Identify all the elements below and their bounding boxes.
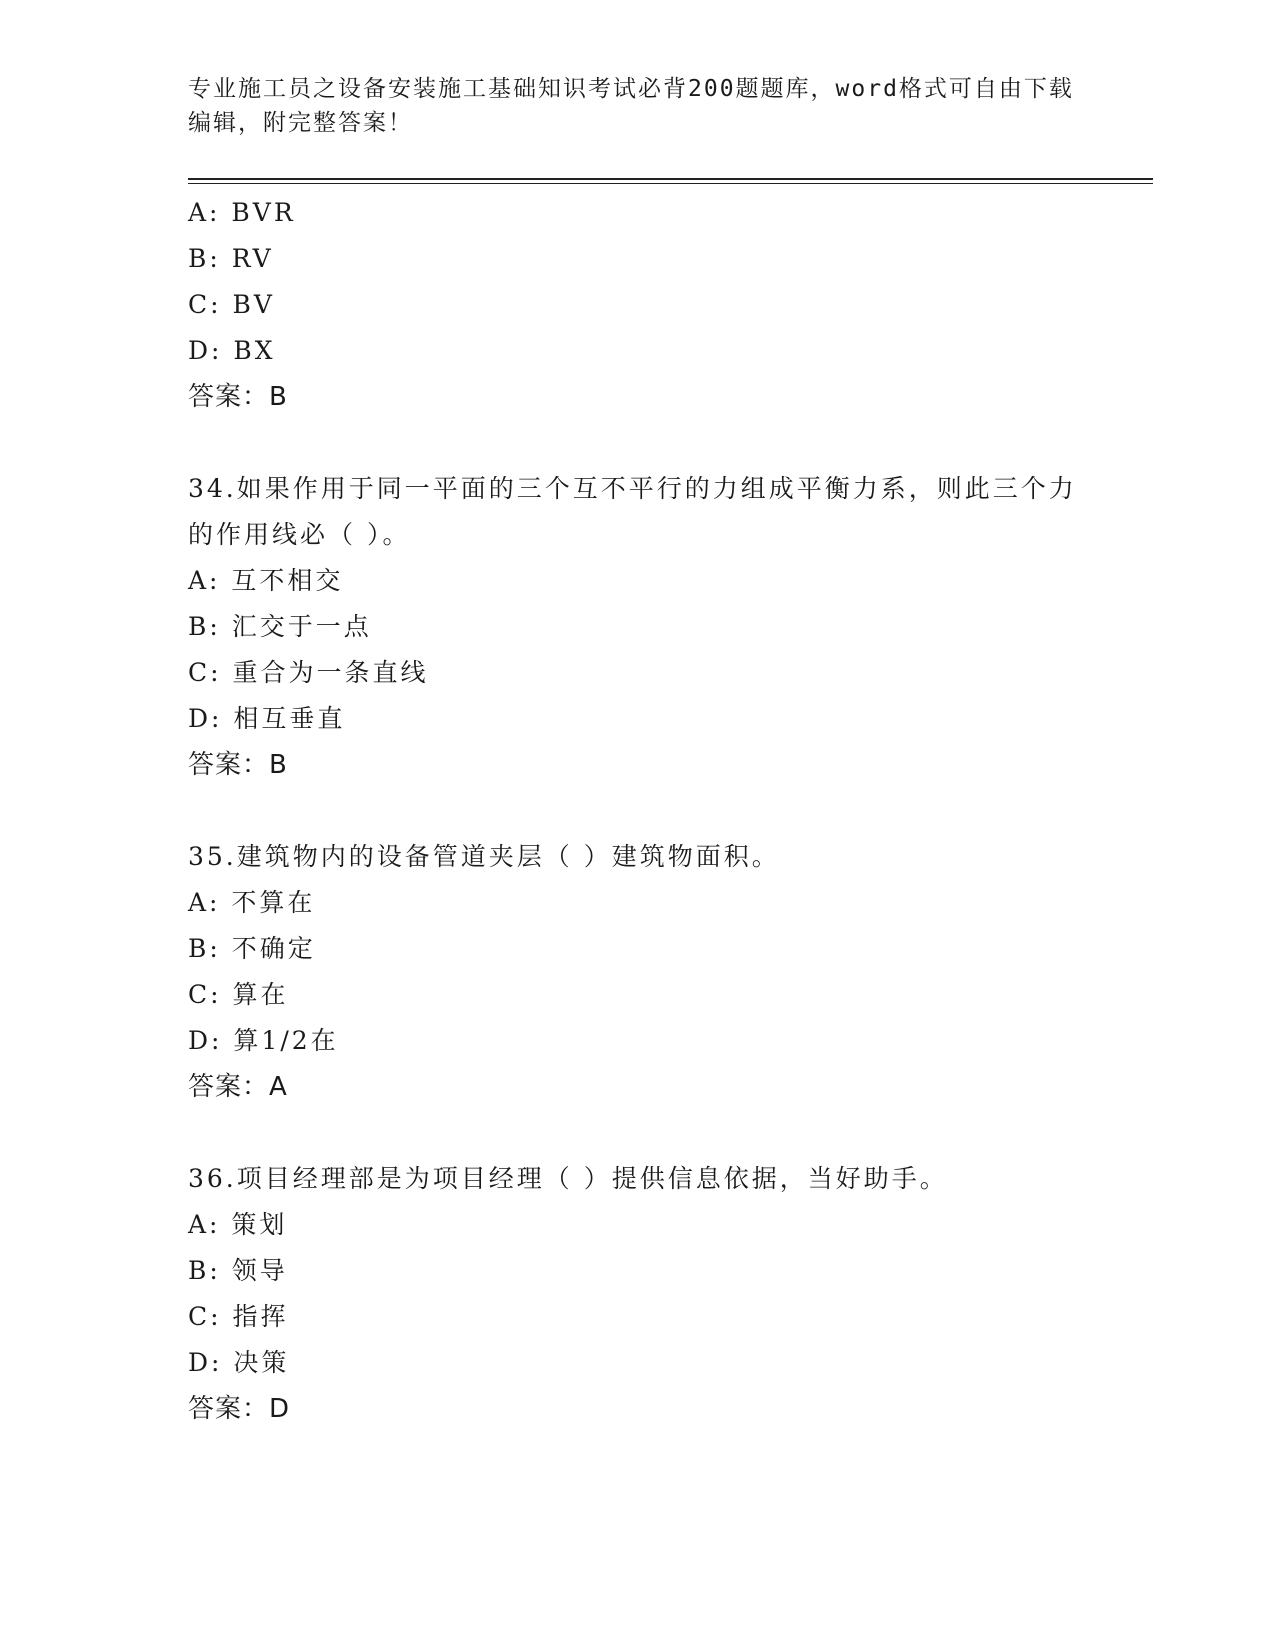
option-a: A: 策划: [188, 1210, 288, 1239]
answer-label: 答案：A: [188, 1072, 288, 1102]
document-header: [188, 72, 1088, 140]
option-d: D: 决策: [188, 1348, 290, 1377]
header-divider-thin: [188, 183, 1153, 184]
answer-label: 答案：B: [188, 382, 288, 412]
spacer: [188, 1110, 1088, 1156]
answer-label: 答案：D: [188, 1394, 291, 1424]
question-33: [188, 190, 1088, 420]
question-text: 34.如果作用于同一平面的三个互不平行的力组成平衡力系，则此三个力的作用线必（ ）。: [188, 474, 1077, 549]
question-text: 36.项目经理部是为项目经理（ ）提供信息依据，当好助手。: [188, 1164, 948, 1193]
question-34: [188, 466, 1088, 788]
option-a: A: 不算在: [188, 888, 316, 917]
option-d: D: 相互垂直: [188, 704, 346, 733]
header-divider-thick: [188, 178, 1153, 180]
document-body: [188, 190, 1088, 1432]
option-b: B: RV: [188, 244, 274, 273]
question-36: [188, 1156, 1088, 1432]
spacer: [188, 420, 1088, 466]
header-title-line-2: 编辑，附完整答案！: [188, 110, 413, 136]
option-b: B: 不确定: [188, 934, 316, 963]
spacer: [188, 788, 1088, 834]
option-a: A: BVR: [188, 198, 296, 227]
option-a: A: 互不相交: [188, 566, 344, 595]
option-c: C: 指挥: [188, 1302, 289, 1331]
option-d: D: 算1/2在: [188, 1026, 339, 1055]
header-title-line-1: 专业施工员之设备安装施工基础知识考试必背200题题库，word格式可自由下载: [188, 76, 1074, 102]
question-text: 35.建筑物内的设备管道夹层（ ）建筑物面积。: [188, 842, 780, 871]
option-b: B: 汇交于一点: [188, 612, 372, 641]
option-c: C: 算在: [188, 980, 289, 1009]
answer-label: 答案：B: [188, 750, 288, 780]
option-b: B: 领导: [188, 1256, 288, 1285]
option-c: C: BV: [188, 290, 275, 319]
option-c: C: 重合为一条直线: [188, 658, 429, 687]
question-35: [188, 834, 1088, 1110]
option-d: D: BX: [188, 336, 276, 365]
